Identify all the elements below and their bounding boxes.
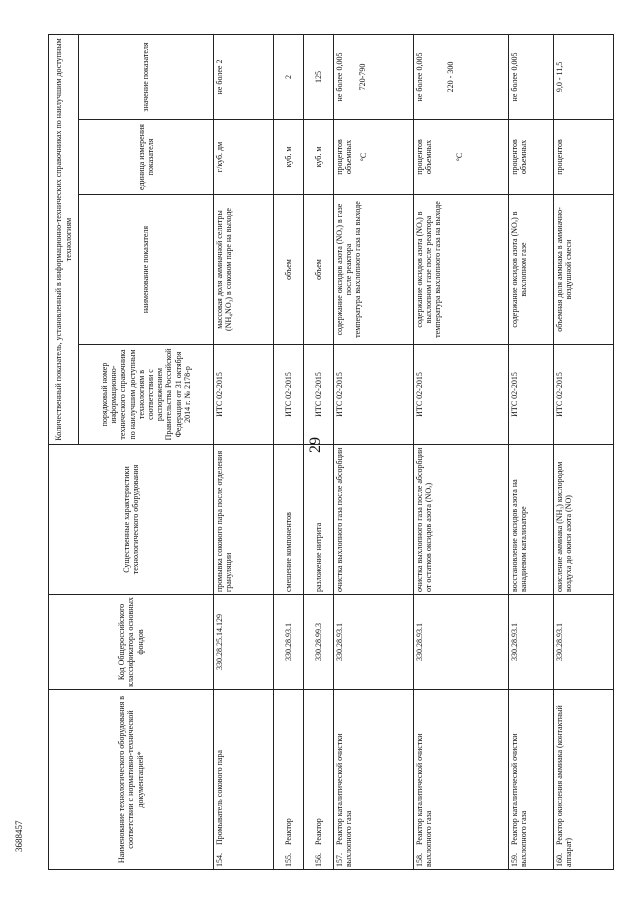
cell-characteristic: смешение компонентов [274, 445, 304, 595]
page-number: 29 [307, 437, 324, 453]
cell-indicator: объем [304, 195, 334, 345]
cell-unit: г/куб. дм [214, 120, 274, 195]
cell-its: ИТС 02-2015 [509, 345, 554, 445]
cell-okof: 330.28.93.1 [509, 595, 554, 690]
header-value: значение показателя [79, 34, 214, 119]
cell-indicator: содержание оксидов азота (NOₓ) в выхлопном газе после реактора температура выхлопного газа на выходе [414, 195, 509, 345]
cell-value: не более 2 [214, 34, 274, 119]
cell-its: ИТС 02-2015 [304, 345, 334, 445]
cell-its: ИТС 02-2015 [274, 345, 304, 445]
header-indicator-name: наименование показателя [79, 195, 214, 345]
table-row [214, 34, 274, 869]
cell-unit: процентов [554, 120, 614, 195]
cell-okof: 330.28.93.1 [274, 595, 304, 690]
table-row [274, 34, 304, 869]
cell-okof: 330.28.99.3 [304, 595, 334, 690]
equipment-table [48, 34, 614, 870]
cell-equipment: 159.Реактор каталитической очистки выхлопного газа [509, 690, 554, 870]
cell-value: не более 0,005 720-790 [334, 34, 414, 119]
cell-equipment: 160.Реактор окисления аммиака (контактный аппарат) [554, 690, 614, 870]
cell-unit: куб. м [274, 120, 304, 195]
cell-its: ИТС 02-2015 [214, 345, 274, 445]
cell-okof: 330.28.93.1 [554, 595, 614, 690]
rotated-table-wrapper [48, 35, 613, 870]
cell-value: 9,0 - 11,5 [554, 34, 614, 119]
header-equipment: Наименование технологического оборудования в соответствии с нормативно-технической документацией* [49, 690, 214, 870]
cell-indicator: объем [274, 195, 304, 345]
document-id: 3688457 [14, 820, 24, 852]
table-row [334, 34, 414, 869]
cell-equipment: 158.Реактор каталитической очистки выхлопного газа [414, 690, 509, 870]
cell-okof: 330.28.93.1 [414, 595, 509, 690]
cell-value: 125 [304, 34, 334, 119]
table-row [304, 34, 334, 869]
table-row [414, 34, 509, 869]
cell-equipment: 156.Реактор [304, 690, 334, 870]
table-row [509, 34, 554, 869]
header-characteristics: Существенные характеристики технологического оборудования [49, 445, 214, 595]
cell-characteristic: очистка выхлопного газа после абсорбции от остатков оксидов азота (NOₓ) [414, 445, 509, 595]
cell-unit: процентов объемных [509, 120, 554, 195]
cell-characteristic: окисление аммиака (NH₃) кислородом воздуха до окиси азота (NO) [554, 445, 614, 595]
cell-indicator: содержание оксидов азота (NOₓ) в газе после реактора температура выхлопного газа на выходе [334, 195, 414, 345]
cell-value: не более 0,005 220 - 300 [414, 34, 509, 119]
cell-equipment: 157.Реактор каталитической очистки выхлопного газа [334, 690, 414, 870]
cell-characteristic: промывка сокового пара после отделения грануляции [214, 445, 274, 595]
header-quantitative: Количественный показатель, установленный в информационно-технических справочниках по наилучшим доступным технологиям [49, 34, 79, 444]
cell-value: не более 0,005 [509, 34, 554, 119]
cell-value: 2 [274, 34, 304, 119]
cell-unit: процентов объемных °С [414, 120, 509, 195]
cell-characteristic: очистка выхлопного газа после абсорбции [334, 445, 414, 595]
table-row [554, 34, 614, 869]
header-okof: Код Общероссийского классификатора основных фондов [49, 595, 214, 690]
header-its-number: порядковый номер информационно-технического справочника по наилучшим доступным технологиям в соответствии с распоряжением Правительства Российской Федерации от 31 октября 2014 г. № 2178-р [79, 345, 214, 445]
cell-okof: 330.28.93.1 [334, 595, 414, 690]
cell-characteristic: восстановление оксидов азота на ванадиевом катализаторе [509, 445, 554, 595]
cell-unit: процентов объемных °С [334, 120, 414, 195]
cell-unit: куб. м [304, 120, 334, 195]
cell-its: ИТС 02-2015 [554, 345, 614, 445]
cell-indicator: массовая доля аммиачной селитры (NH₄NO₃) в соковом паре на выходе [214, 195, 274, 345]
cell-characteristic: разложение нитрита [304, 445, 334, 595]
header-unit: единица измерения показателя [79, 120, 214, 195]
cell-equipment: 155.Реактор [274, 690, 304, 870]
cell-equipment: 154.Промыватель сокового пара [214, 690, 274, 870]
cell-its: ИТС 02-2015 [334, 345, 414, 445]
cell-indicator: объемная доля аммиака в аммиачно-воздушной смеси [554, 195, 614, 345]
cell-okof: 330.28.25.14.129 [214, 595, 274, 690]
cell-its: ИТС 02-2015 [414, 345, 509, 445]
cell-indicator: содержание оксидов азота (NOₓ) в выхлопном газе [509, 195, 554, 345]
